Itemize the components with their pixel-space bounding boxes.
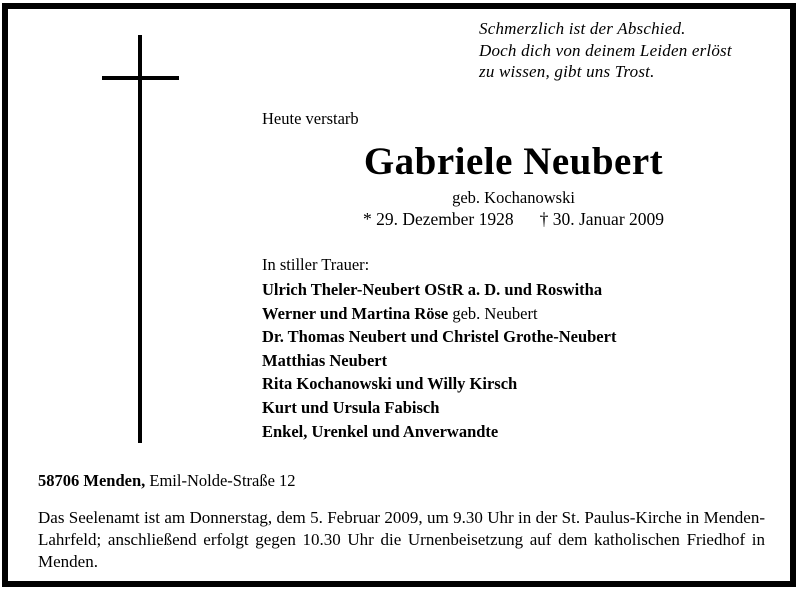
- verse-line: Doch dich von deinem Leiden erlöst: [479, 40, 732, 60]
- mourner-name-regular: geb. Neubert: [448, 303, 538, 323]
- mourner-line: [262, 420, 616, 444]
- address-city: 58706 Menden,: [38, 471, 146, 490]
- verse-line: zu wissen, gibt uns Trost.: [479, 62, 655, 81]
- mourner-line: [262, 396, 616, 420]
- mourning-intro: In stiller Trauer:: [262, 255, 370, 274]
- mourner-name-bold: Werner und Martina Röse: [262, 303, 449, 323]
- death-date: † 30. Januar 2009: [539, 209, 665, 229]
- verse-line: Schmerzlich ist der Abschied.: [479, 19, 686, 38]
- mourner-name-bold: Rita Kochanowski und Willy Kirsch: [262, 374, 518, 394]
- mourner-line: [262, 302, 616, 326]
- address-street: Emil-Nolde-Straße 12: [145, 471, 296, 490]
- condolence-verse: [479, 18, 732, 83]
- life-dates: [262, 209, 765, 230]
- service-info-paragraph: Das Seelenamt ist am Donnerstag, dem 5. Februar 2009, um 9.30 Uhr in der St. Paulus-Kirche in Menden-Lahrfeld; anschließend erfolgt gegen 10.30 Uhr die Urnenbeisetzung auf dem katholischen Friedhof in Menden.: [38, 508, 765, 571]
- mourner-line: [262, 349, 616, 373]
- birth-date: * 29. Dezember 1928: [362, 209, 514, 229]
- mourner-name-bold: Matthias Neubert: [262, 350, 388, 370]
- mourners-list: [262, 278, 616, 443]
- mourner-name-bold: Dr. Thomas Neubert und Christel Grothe-Neubert: [262, 327, 617, 347]
- mourner-line: [262, 278, 616, 302]
- maiden-name: geb. Kochanowski: [452, 188, 575, 207]
- intro-text: Heute verstarb: [262, 109, 359, 128]
- deceased-name: Gabriele Neubert: [363, 140, 664, 183]
- address-line: [38, 471, 296, 491]
- mourner-name-bold: Ulrich Theler-Neubert OStR a. D. und Roswitha: [262, 280, 603, 299]
- cross-bar: [102, 76, 179, 80]
- mourner-line: [262, 325, 616, 349]
- mourner-line: [262, 372, 616, 396]
- mourner-name-bold: Kurt und Ursula Fabisch: [262, 397, 440, 417]
- mourner-name-bold: Enkel, Urenkel und Anverwandte: [262, 421, 499, 441]
- cross-stem: [138, 35, 142, 443]
